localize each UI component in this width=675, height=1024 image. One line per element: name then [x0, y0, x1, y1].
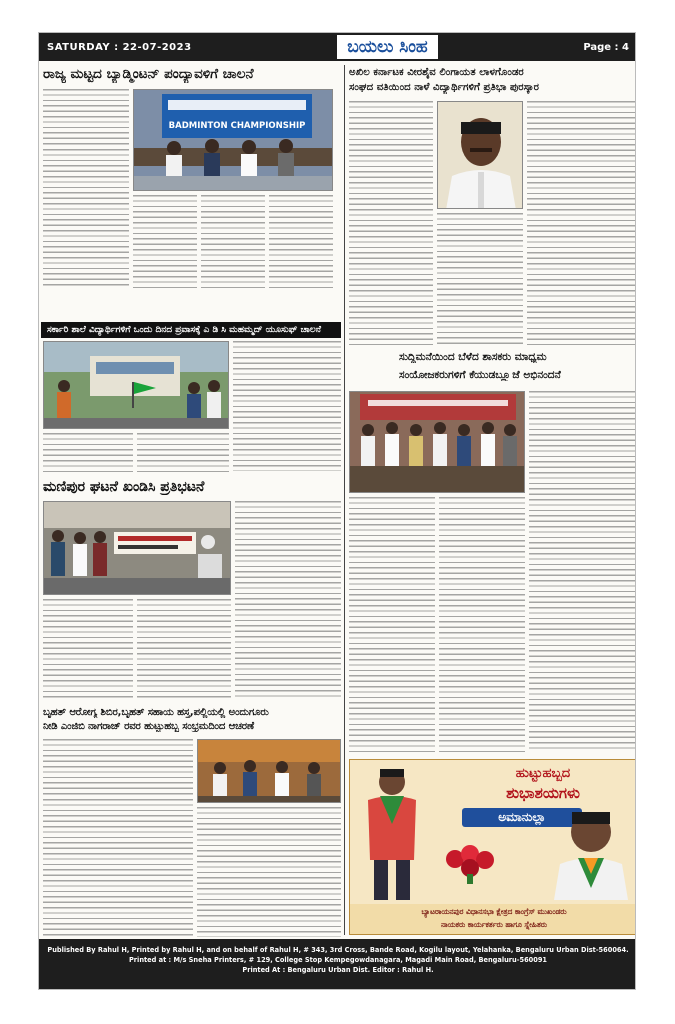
badminton-headline: ರಾಜ್ಯ ಮಟ್ಟದ ಬ್ಯಾಡ್ಮಿಂಟನ್ ಪಂದ್ಯಾವಳಿಗೆ ಚಾಲನೆ: [43, 67, 254, 82]
column-divider: [344, 65, 345, 935]
school-trip-headline: ಸರ್ಕಾರಿ ಶಾಲೆ ವಿದ್ಯಾರ್ಥಿಗಳಿಗೆ ಒಂದು ದಿನದ ಪ್ರವಾಸಕ್ಕೆ ಎ ಡಿ ಸಿ ಮಹಮ್ಮದ್ ಯೂಸುಫ್ ಚಾಲನೆ: [41, 322, 341, 338]
masthead: [39, 33, 636, 61]
newspaper-logo: ಬಯಲು ಸಿಂಹ: [337, 35, 437, 59]
badminton-photo: [133, 89, 333, 191]
ad-footer: [350, 904, 636, 935]
school-trip-body-text-3: [137, 433, 229, 473]
page-number: Page : 4: [583, 41, 629, 53]
ad-person-left-image: [354, 764, 430, 904]
manipur-body-text-3: [137, 599, 231, 701]
veerashaiva-body-text-2: [527, 101, 635, 345]
badminton-event-image: [134, 90, 333, 191]
school-trip-image: [44, 342, 229, 429]
issue-date: SATURDAY : 22-07-2023: [47, 41, 192, 53]
manipur-photo: [43, 501, 231, 595]
imprint-line-2: Printed at : M/s Sneha Printers, # 129, College Stop Kempegowdanagara, Magadi Main Road, Bengaluru-560091: [128, 956, 548, 965]
school-trip-body-text-2: [43, 433, 133, 473]
imprint-line-3: Printed At : Bengaluru Urban Dist. Editor : Rahul H.: [242, 966, 434, 975]
badminton-body-text: [43, 89, 129, 145]
birthday-advertisement: [349, 759, 636, 935]
badminton-body-text-4: [201, 195, 265, 289]
journalists-body-text-2: [349, 497, 435, 755]
badminton-banner-text: BADMINTON CHAMPIONSHIP: [168, 121, 306, 131]
veerashaiva-body-text-3: [437, 213, 523, 345]
manipur-body-text: [235, 501, 341, 701]
birthday-body-text: [43, 739, 193, 795]
ad-flower-bouquet-icon: [440, 844, 500, 884]
ad-person-right-image: [548, 804, 634, 900]
imprint-footer: [39, 939, 636, 990]
badminton-body-text-5: [269, 195, 333, 289]
person-portrait-image: [438, 102, 523, 209]
journalists-headline-line-1: ಸುದ್ದಿಮನೆಯಿಂದ ಬೆಳೆದ ಶಾಸಕರು ಮಾಧ್ಯಮ: [399, 351, 547, 363]
ad-greeting-line-2: ಶುಭಾಶಯಗಳು: [506, 784, 580, 802]
school-trip-photo: [43, 341, 229, 429]
veerashaiva-headline-line-1: ಅಖಿಲ ಕರ್ನಾಟಕ ವೀರಶೈವ ಲಿಂಗಾಯತ ಲಾಳಗೊಂಡರ: [349, 67, 524, 78]
veerashaiva-portrait: [437, 101, 523, 209]
birthday-body-text-3: [197, 807, 341, 937]
manipur-headline: ಮಣಿಪುರ ಘಟನೆ ಖಂಡಿಸಿ ಪ್ರತಿಭಟನೆ: [43, 479, 205, 495]
manipur-protest-image: [44, 502, 231, 595]
ad-person-name: ಅಮಾನುಲ್ಲಾ: [462, 808, 582, 827]
journalists-headline-line-2: ಸಂಯೋಜಕರುಗಳಿಗೆ ಕೆಯುಡಬ್ಲ್ಯೂಜೆ ಅಭಿನಂದನೆ: [399, 369, 561, 381]
ad-greeting-line-1: ಹುಟ್ಟುಹಬ್ಬದ: [515, 766, 571, 781]
imprint-line-1: Published By Rahul H, Printed by Rahul H, and on behalf of Rahul H, # 343, 3rd Cross, Bande Road, Kogilu layout, Yelahanka, Bengaluru Urban Dist-560064.: [47, 946, 629, 954]
birthday-photo: [197, 739, 341, 803]
journalists-body-text: [529, 391, 635, 753]
birthday-headline-line-2: ನೀಡಿ ಎಂಜಿಬಿ ನಾಗರಾಜ್ ರವರ ಹುಟ್ಟುಹಬ್ಬ ಸಂಭ್ರಮದಿಂದ ಆಚರಣೆ: [43, 721, 255, 732]
ad-footer-line-2: ನಾಯಕರು ಕಾರ್ಯಕರ್ತರು ಹಾಗೂ ಸ್ನೇಹಿತರು: [441, 920, 547, 929]
birthday-body-text-2: [43, 799, 193, 937]
birthday-event-image: [198, 740, 341, 803]
birthday-headline-line-1: ಬೃಹತ್ ಆರೋಗ್ಯ ಶಿಬಿರ,ಬೃಹತ್ ಸಹಾಯ ಹಸ್ತ,ಪಲ್ಲಿಯಲ್ಲಿ ಅಂದುಗೂರು: [43, 707, 269, 718]
journalists-photo: [349, 391, 525, 493]
school-trip-body-text: [233, 341, 341, 471]
manipur-body-text-2: [43, 599, 133, 701]
veerashaiva-headline-line-2: ಸಂಘದ ವತಿಯಿಂದ ನಾಳೆ ವಿದ್ಯಾರ್ಥಿಗಳಿಗೆ ಪ್ರತಿಭಾ ಪುರಸ್ಕಾರ: [349, 82, 540, 93]
newspaper-page: [38, 32, 636, 990]
badminton-body-text-3: [133, 195, 197, 289]
journalists-body-text-3: [439, 497, 525, 755]
journalists-group-image: [350, 392, 525, 493]
badminton-body-text-2: [43, 149, 129, 289]
ad-footer-line-1: ಬ್ಯಾಟರಾಯನಪುರ ವಿಧಾನಸಭಾ ಕ್ಷೇತ್ರದ ಕಾಂಗ್ರೆಸ್ ಮುಖಂಡರು: [421, 907, 567, 916]
veerashaiva-body-text: [349, 101, 433, 345]
